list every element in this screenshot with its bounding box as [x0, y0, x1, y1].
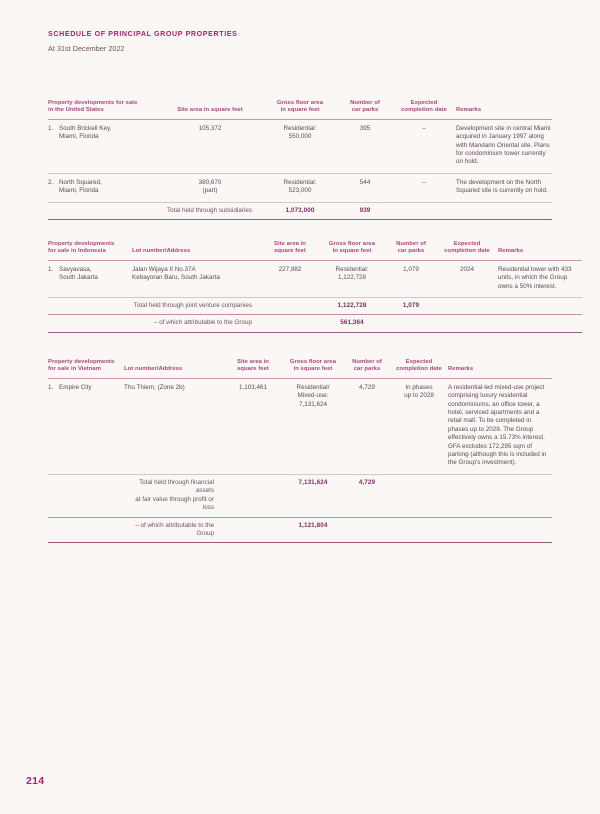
cell-total-label: – of which attributable to the Group [153, 319, 252, 327]
cell-total-car-parks: 939 [359, 206, 371, 214]
column-header-property: Property developments for sale in Vietnam [48, 359, 115, 373]
cell-empty [498, 315, 582, 332]
column-header-car-parks: Number of car parks [396, 241, 426, 255]
cell-completion-date: In phases up to 2028 [404, 383, 434, 400]
column-header-car-parks: Number of car parks [350, 100, 380, 114]
page-title: SCHEDULE OF PRINCIPAL GROUP PROPERTIES [48, 30, 238, 38]
table-row [48, 119, 552, 173]
column-header-completion-date: Expected completion date [396, 359, 442, 373]
cell-car-parks: 544 [359, 178, 371, 186]
cell-remarks: A residential-led mixed-use project comprising luxury residential condominiums, an office tower, a hotel, serviced apartments and a retail mall. To be completed in phases up to 2028. The Group effectively owns a 15.73% interest. GFA excludes 172,295 sqm of parking (although this is included in the Group's investment). [448, 383, 547, 467]
cell-gross-floor-area: Residential: 550,000 [283, 124, 317, 141]
cell-empty [48, 202, 158, 219]
cell-empty [262, 298, 318, 315]
table-vietnam [48, 359, 552, 543]
cell-property-name: 1. Empire City [48, 383, 92, 391]
cell-empty [390, 474, 448, 517]
cell-empty [48, 517, 124, 543]
cell-empty [448, 474, 552, 517]
cell-empty [392, 202, 456, 219]
cell-gross-floor-area: Residential: 1,122,728 [335, 265, 369, 282]
cell-total-label: Total held through joint venture companies [133, 302, 252, 310]
cell-total-gfa: 561,364 [340, 319, 364, 327]
cell-empty [498, 298, 582, 315]
table-total-row [48, 517, 552, 543]
cell-site-area: 1,103,461 [238, 383, 267, 391]
cell-gross-floor-area: Residential/ Mixed-use: 7,131,624 [296, 383, 330, 408]
table-total-row [48, 202, 552, 219]
table-united-states [48, 100, 552, 220]
cell-empty [436, 315, 498, 332]
cell-total-gfa: 1,121,804 [298, 521, 328, 529]
cell-empty [224, 517, 282, 543]
document-header [48, 29, 552, 54]
column-header-site-area: Site area in square feet [237, 359, 269, 373]
cell-total-car-parks: 4,729 [358, 478, 376, 486]
cell-completion-date: 2024 [459, 265, 474, 273]
column-header-gross-floor-area: Gross floor area in square feet [276, 100, 324, 114]
column-header-completion-date: Expected completion date [401, 100, 447, 114]
column-header-gross-floor-area: Gross floor area in square feet [289, 359, 337, 373]
table-row [48, 173, 552, 202]
table-total-row [48, 474, 552, 517]
column-header-remarks: Remarks [448, 366, 474, 373]
cell-remarks: The development on the North Squared site is currently on hold. [456, 178, 548, 195]
table-header-row [48, 241, 582, 260]
cell-completion-date: – [422, 124, 426, 132]
cell-site-area: 380,670 (part) [198, 178, 222, 195]
cell-empty [436, 298, 498, 315]
cell-total-car-parks [344, 517, 390, 543]
cell-total-car-parks: 1,079 [402, 302, 420, 310]
cell-car-parks: 4,729 [359, 383, 375, 391]
table-indonesia [48, 241, 582, 333]
cell-total-label: Total held through subsidiaries [166, 206, 252, 214]
table-header-row [48, 359, 552, 378]
column-header-car-parks: Number of car parks [352, 359, 382, 373]
cell-total-label: Total held through financial assets at fair value through profit or loss [135, 478, 214, 512]
column-header-lot-address: Lot number/Address [124, 366, 183, 373]
cell-site-area: 105,372 [198, 124, 222, 132]
cell-empty [390, 517, 448, 543]
cell-empty [48, 315, 132, 332]
table-total-row [48, 298, 582, 315]
column-header-completion-date: Expected completion date [444, 241, 490, 255]
table-header-row [48, 100, 552, 119]
column-header-remarks: Remarks [498, 248, 524, 255]
column-header-property: Property developments for sale in the United States [48, 100, 138, 114]
cell-completion-date: – [422, 178, 426, 186]
cell-total-gfa: 7,131,624 [298, 478, 328, 486]
column-header-site-area: Site area in square feet [177, 107, 243, 114]
cell-empty [448, 517, 552, 543]
cell-gross-floor-area: Residential: 523,000 [283, 178, 317, 195]
table-row [48, 378, 552, 474]
cell-lot-address: Jalan Wijaya II No.37A Kebayoran Baru, South Jakarta [132, 265, 220, 282]
table-row [48, 260, 582, 297]
column-header-lot-address: Lot number/Address [132, 248, 191, 255]
cell-remarks: Residential tower with 433 units, in which the Group owns a 50% interest. [498, 265, 572, 290]
cell-lot-address: Thu Thiem, (Zone 2b) [124, 383, 185, 391]
cell-total-label: – of which attributable to the Group [135, 521, 214, 537]
column-header-property: Property developments for sale in Indonesia [48, 241, 115, 255]
cell-car-parks: 395 [359, 124, 371, 132]
cell-empty [48, 298, 132, 315]
page-subtitle: At 31st December 2022 [48, 44, 125, 53]
cell-total-car-parks [386, 315, 436, 332]
cell-remarks: Development site in central Miami acquired in January 1997 along with Mandarin Oriental site. Plans for condominium tower currently on hold. [456, 124, 551, 166]
cell-empty [224, 474, 282, 517]
cell-total-gfa: 1,073,000 [285, 206, 315, 214]
column-header-remarks: Remarks [456, 107, 482, 114]
table-total-row [48, 315, 582, 332]
cell-empty [48, 474, 124, 517]
column-header-gross-floor-area: Gross floor area in square feet [328, 241, 376, 255]
column-header-site-area: Site area in square feet [274, 241, 306, 255]
cell-empty [456, 202, 552, 219]
cell-empty [262, 315, 318, 332]
cell-property-name: 2. North Squared, Miami, Florida [48, 178, 102, 195]
cell-site-area: 227,982 [278, 265, 302, 273]
cell-property-name: 1. South Brickell Key, Miami, Florida [48, 124, 112, 141]
page-number: 214 [26, 775, 45, 787]
cell-property-name: 1. Savyavasa, South Jakarta [48, 265, 98, 282]
cell-car-parks: 1,079 [403, 265, 419, 273]
cell-total-gfa: 1,122,728 [337, 302, 367, 310]
